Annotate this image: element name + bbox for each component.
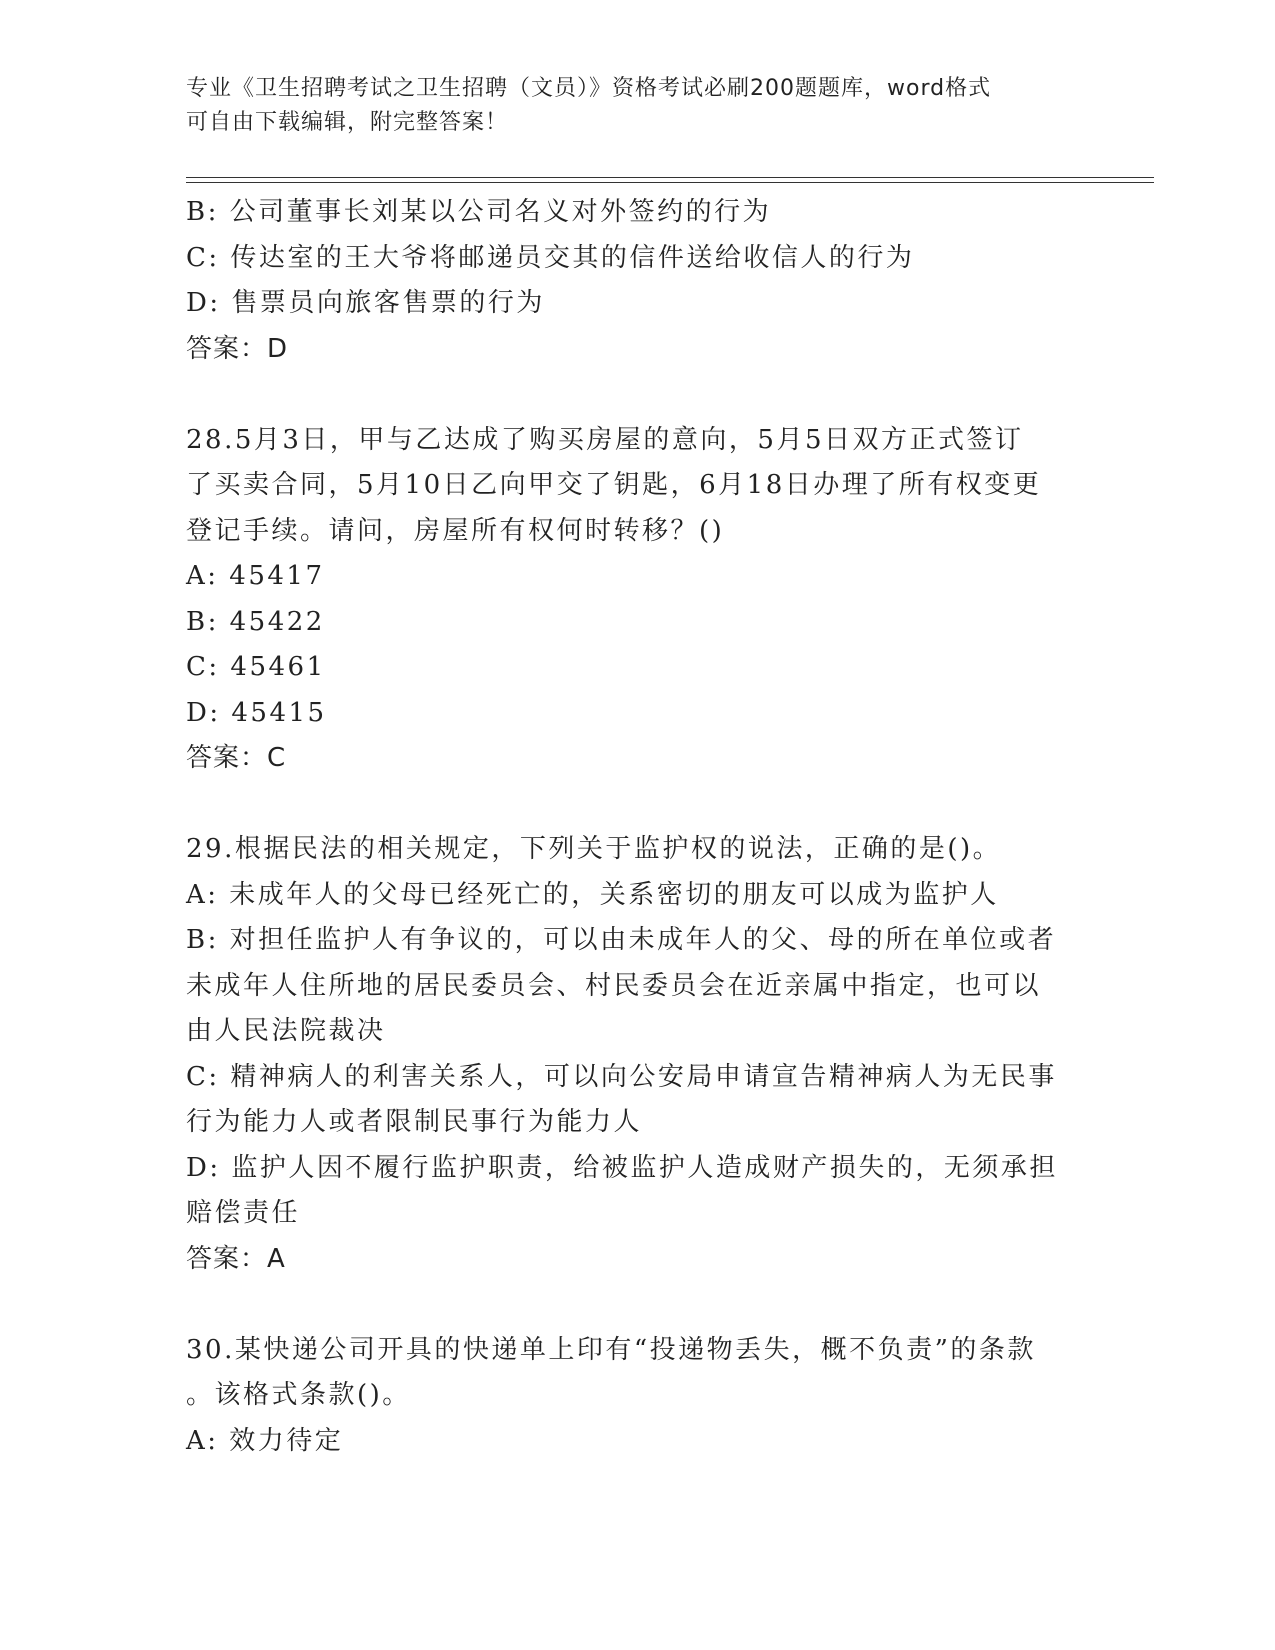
option-d: D: 监护人因不履行监护职责，给被监护人造成财产损失的，无须承担 bbox=[186, 1152, 1058, 1183]
question-stem-line: 了买卖合同，5月10日乙向甲交了钥匙，6月18日办理了所有权变更 bbox=[186, 470, 1042, 500]
option-a: A: 未成年人的父母已经死亡的，关系密切的朋友可以成为监护人 bbox=[186, 879, 999, 910]
option-d-continued: 赔偿责任 bbox=[186, 1198, 301, 1228]
option-a: A: 效力待定 bbox=[186, 1425, 344, 1456]
question-29 bbox=[186, 827, 1086, 1282]
question-27-tail bbox=[186, 190, 1086, 372]
header-rule-bottom bbox=[186, 182, 1154, 183]
answer-line: 答案：D bbox=[186, 333, 289, 364]
question-stem-line: 30.某快递公司开具的快递单上印有“投递物丢失，概不负责”的条款 bbox=[186, 1334, 1036, 1365]
option-c: C: 精神病人的利害关系人，可以向公安局申请宣告精神病人为无民事 bbox=[186, 1061, 1057, 1092]
question-spacer bbox=[186, 372, 1086, 418]
answer-line: 答案：A bbox=[186, 1243, 286, 1274]
option-b-continued: 未成年人住所地的居民委员会、村民委员会在近亲属中指定，也可以 bbox=[186, 970, 1042, 1001]
option-c: C: 传达室的王大爷将邮递员交其的信件送给收信人的行为 bbox=[186, 242, 915, 273]
question-28 bbox=[186, 418, 1086, 782]
question-30 bbox=[186, 1328, 1086, 1465]
question-stem-line: 登记手续。请问，房屋所有权何时转移？() bbox=[186, 515, 725, 546]
header-rule-top bbox=[186, 177, 1154, 178]
option-c-continued: 行为能力人或者限制民事行为能力人 bbox=[186, 1107, 643, 1137]
question-stem-line: 。该格式条款()。 bbox=[186, 1380, 411, 1410]
option-a: A: 45417 bbox=[186, 561, 325, 591]
option-b: B: 公司董事长刘某以公司名义对外签约的行为 bbox=[186, 197, 772, 227]
question-stem-line: 28.5月3日，甲与乙达成了购买房屋的意向，5月5日双方正式签订 bbox=[186, 424, 1024, 455]
option-c: C: 45461 bbox=[186, 652, 326, 682]
option-b-continued: 由人民法院裁决 bbox=[186, 1016, 386, 1046]
header-line: 可自由下载编辑，附完整答案！ bbox=[186, 110, 509, 135]
option-d: D: 售票员向旅客售票的行为 bbox=[186, 288, 545, 318]
answer-line: 答案：C bbox=[186, 743, 287, 773]
question-content bbox=[186, 190, 1086, 1464]
document-header bbox=[186, 72, 1066, 140]
option-b: B: 45422 bbox=[186, 606, 325, 637]
question-spacer bbox=[186, 782, 1086, 828]
option-d: D: 45415 bbox=[186, 697, 327, 728]
option-b: B: 对担任监护人有争议的，可以由未成年人的父、母的所在单位或者 bbox=[186, 925, 1057, 955]
question-stem-line: 29.根据民法的相关规定，下列关于监护权的说法，正确的是()。 bbox=[186, 834, 1002, 864]
question-spacer bbox=[186, 1282, 1086, 1328]
header-line: 专业《卫生招聘考试之卫生招聘（文员）》资格考试必刷200题题库，word格式 bbox=[186, 76, 992, 101]
